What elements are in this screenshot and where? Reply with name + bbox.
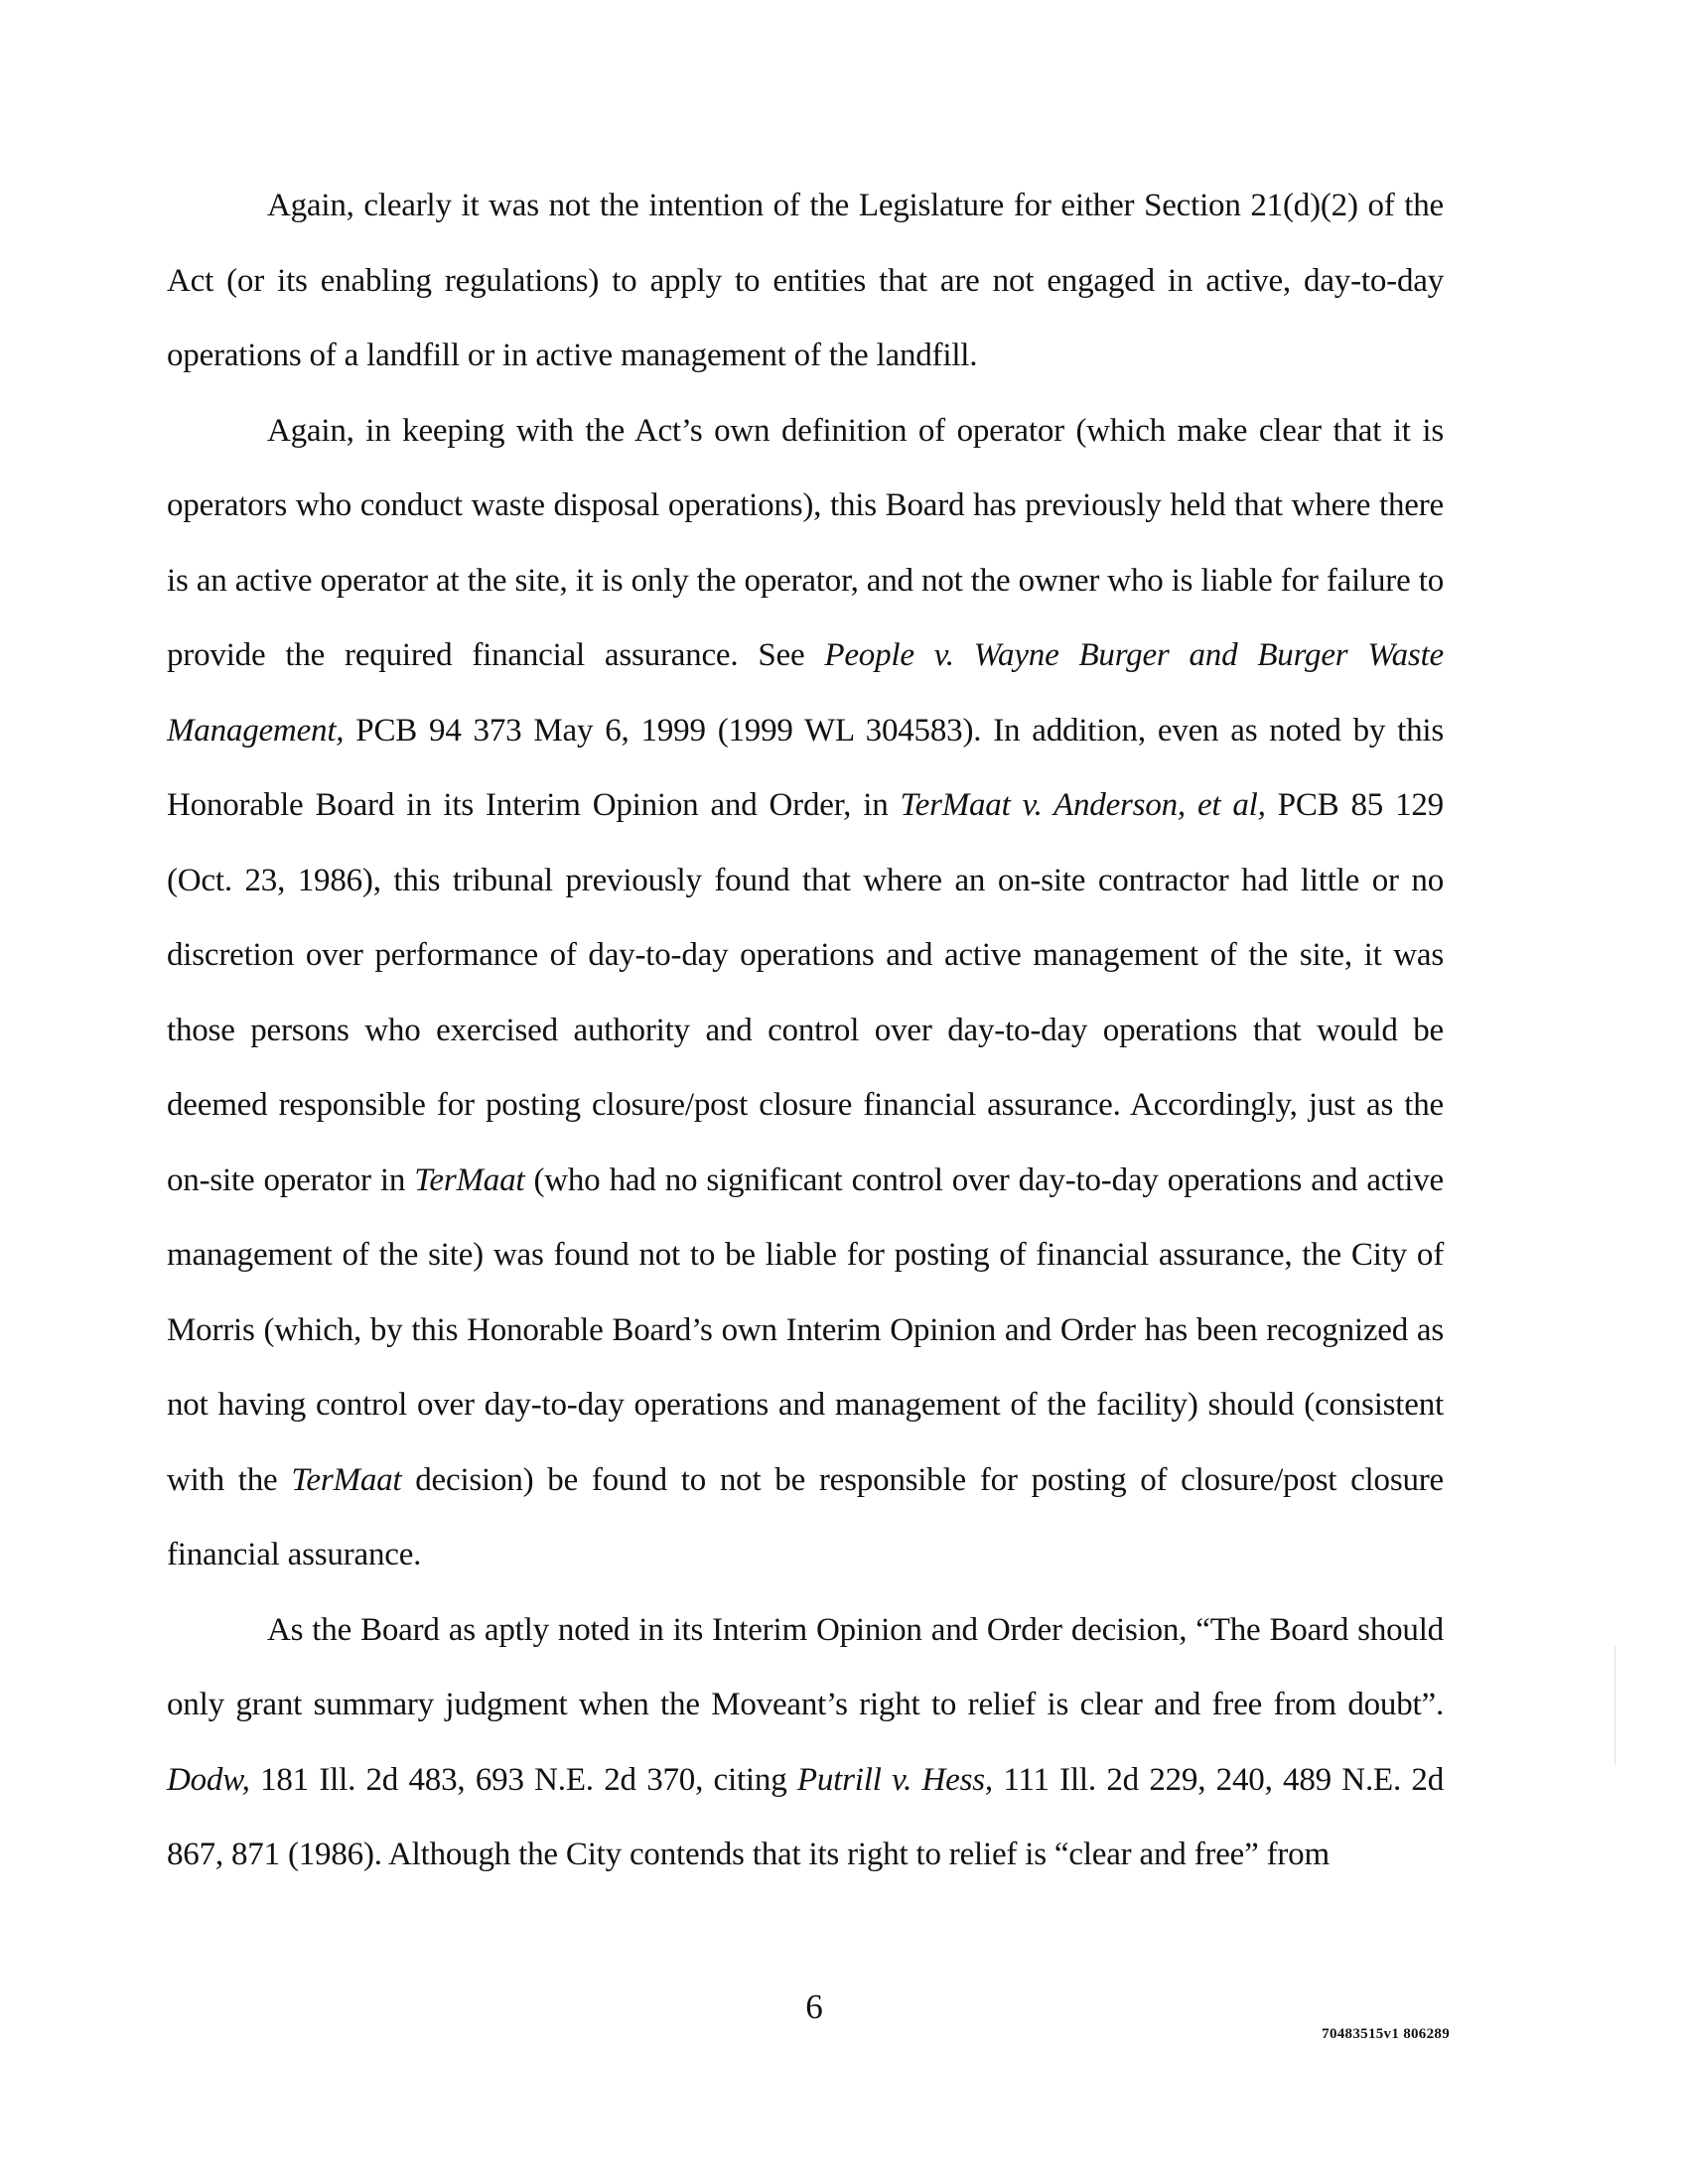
paragraph-text: decision) be found to not be responsible for posting of closure/post closure financial assurance. <box>167 1461 1445 1572</box>
paragraph-2 <box>167 394 1444 1593</box>
paragraph-text: 181 Ill. 2d 483, 693 N.E. 2d 370, citing <box>249 1761 797 1798</box>
citation-text: Dodw, <box>167 1761 250 1798</box>
paragraph-text: Again, in keeping with the Act’s own definition of operator (which make clear that it is operators who conduct waste disposal operations), this Board has previously held that where there is an active operator at the site, it is only the operator, and not the owner who is liable for failure to provide the required financial assurance. See <box>167 412 1444 673</box>
paragraph-text: As the Board as aptly noted in its Interim Opinion and Order decision, “The Board should only grant summary judgment when the Moveant’s right to relief is clear and free from doubt”. <box>167 1611 1444 1722</box>
page-number: 6 <box>805 1987 823 2026</box>
document-id: 70483515v1 806289 <box>1322 2026 1450 2042</box>
paragraph-3 <box>167 1593 1444 1893</box>
citation-text: Putrill v. Hess, <box>796 1761 993 1798</box>
citation-text: TerMaat <box>291 1461 402 1498</box>
paragraph-text: PCB 94 373 May 6, 1999 (1999 WL 304583). In addition, even as noted by this Honorable Board in its Interim Opinion and Order, in <box>167 712 1444 823</box>
body-text <box>167 169 1444 1893</box>
citation-text: TerMaat v. Anderson, et al, <box>900 787 1266 823</box>
paragraph-text: PCB 85 129 (Oct. 23, 1986), this tribunal previously found that where an on-site contractor had little or no discretion over performance of day-to-day operations and active management of the site, it was those persons who exercised authority and control over day-to-day operations that would be deemed responsible for posting closure/post closure financial assurance. Accordingly, just as the on-site operator in <box>167 787 1444 1198</box>
citation-text: TerMaat <box>414 1161 525 1198</box>
citation-text: People v. Wayne Burger and Burger Waste Management, <box>167 637 1444 749</box>
paragraph-text: Again, clearly it was not the intention of the Legislature for either Section 21(d)(2) of the Act (or its enabling regulations) to apply to entities that are not engaged in active, day-to-day operations of a landfill or in active management of the landfill. <box>167 188 1444 373</box>
paragraph-text: 111 Ill. 2d 229, 240, 489 N.E. 2d 867, 871 (1986). Although the City contends that its right to relief is “clear and free” from <box>167 1761 1444 1872</box>
paragraph-1 <box>167 169 1444 394</box>
paragraph-text: (who had no significant control over day-to-day operations and active management of the site) was found not to be liable for posting of financial assurance, the City of Morris (which, by this Honorable Board’s own Interim Opinion and Order has been recognized as not having control over day-to-day operations and management of the facility) should (consistent with the <box>167 1161 1444 1498</box>
margin-mark <box>1614 1646 1615 1765</box>
